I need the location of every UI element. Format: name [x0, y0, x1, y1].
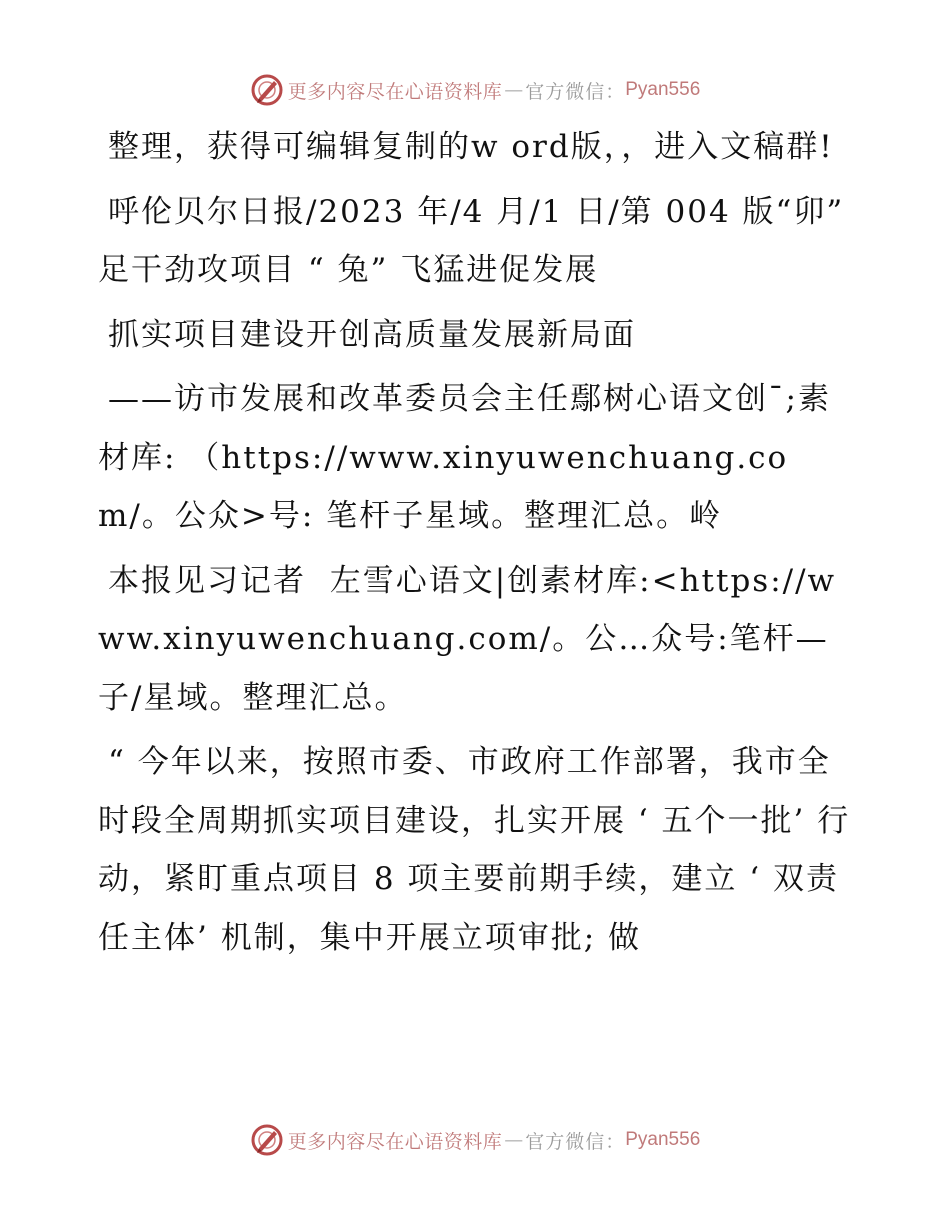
footer-official-label: 官方微信： — [525, 1130, 626, 1153]
paragraph-intro: 整理，获得可编辑复制的w ord版，，进入文稿群! — [108, 129, 834, 165]
pen-logo-icon — [250, 1123, 284, 1157]
footer-separator: — — [504, 1129, 524, 1151]
footer-banner — [0, 1120, 950, 1160]
header-banner — [0, 70, 950, 110]
pen-logo-icon — [250, 73, 284, 107]
paragraph-body: “ 今年以来，按照市委、市政府工作部署，我市全时段全周期抓实项目建设，扎实开展 ‘ 五个一批’ 行动，紧盯重点项目 8 项主要前期手续，建立 ‘ 双责任主体’ 机制，集中开展立项审批; 做 — [98, 744, 851, 956]
header-wechat-id: Pyan556 — [625, 79, 701, 100]
footer-brand-text: 更多内容尽在心语资料库 — [287, 1130, 503, 1153]
header-brand-text: 更多内容尽在心语资料库 — [287, 80, 503, 103]
document-body — [98, 118, 858, 973]
footer-wechat-id: Pyan556 — [625, 1129, 701, 1150]
paragraph-subtitle: 抓实项目建设开创高质量发展新局面 — [108, 316, 636, 353]
paragraph-source-headline: 呼伦贝尔日报/2023 年/4 月/1 日/第 004 版“卯” 足干劲攻项目 “ 兔” 飞猛进促发展 — [98, 193, 857, 288]
header-official-label: 官方微信： — [525, 80, 626, 103]
paragraph-interview: ——访市发展和改革委员会主任鄢树心语文创¯;素材库: （https://www.xinyuwenchuang.com/。公众>号: 笔杆子星域。整理汇总。岭 — [98, 381, 831, 534]
paragraph-byline: 本报见习记者 左雪心语文|创素材库:<https://www.xinyuwenchuang.com/。公…众号:笔杆—子/星域。整理汇总。 — [98, 562, 837, 716]
header-separator: — — [504, 79, 524, 101]
